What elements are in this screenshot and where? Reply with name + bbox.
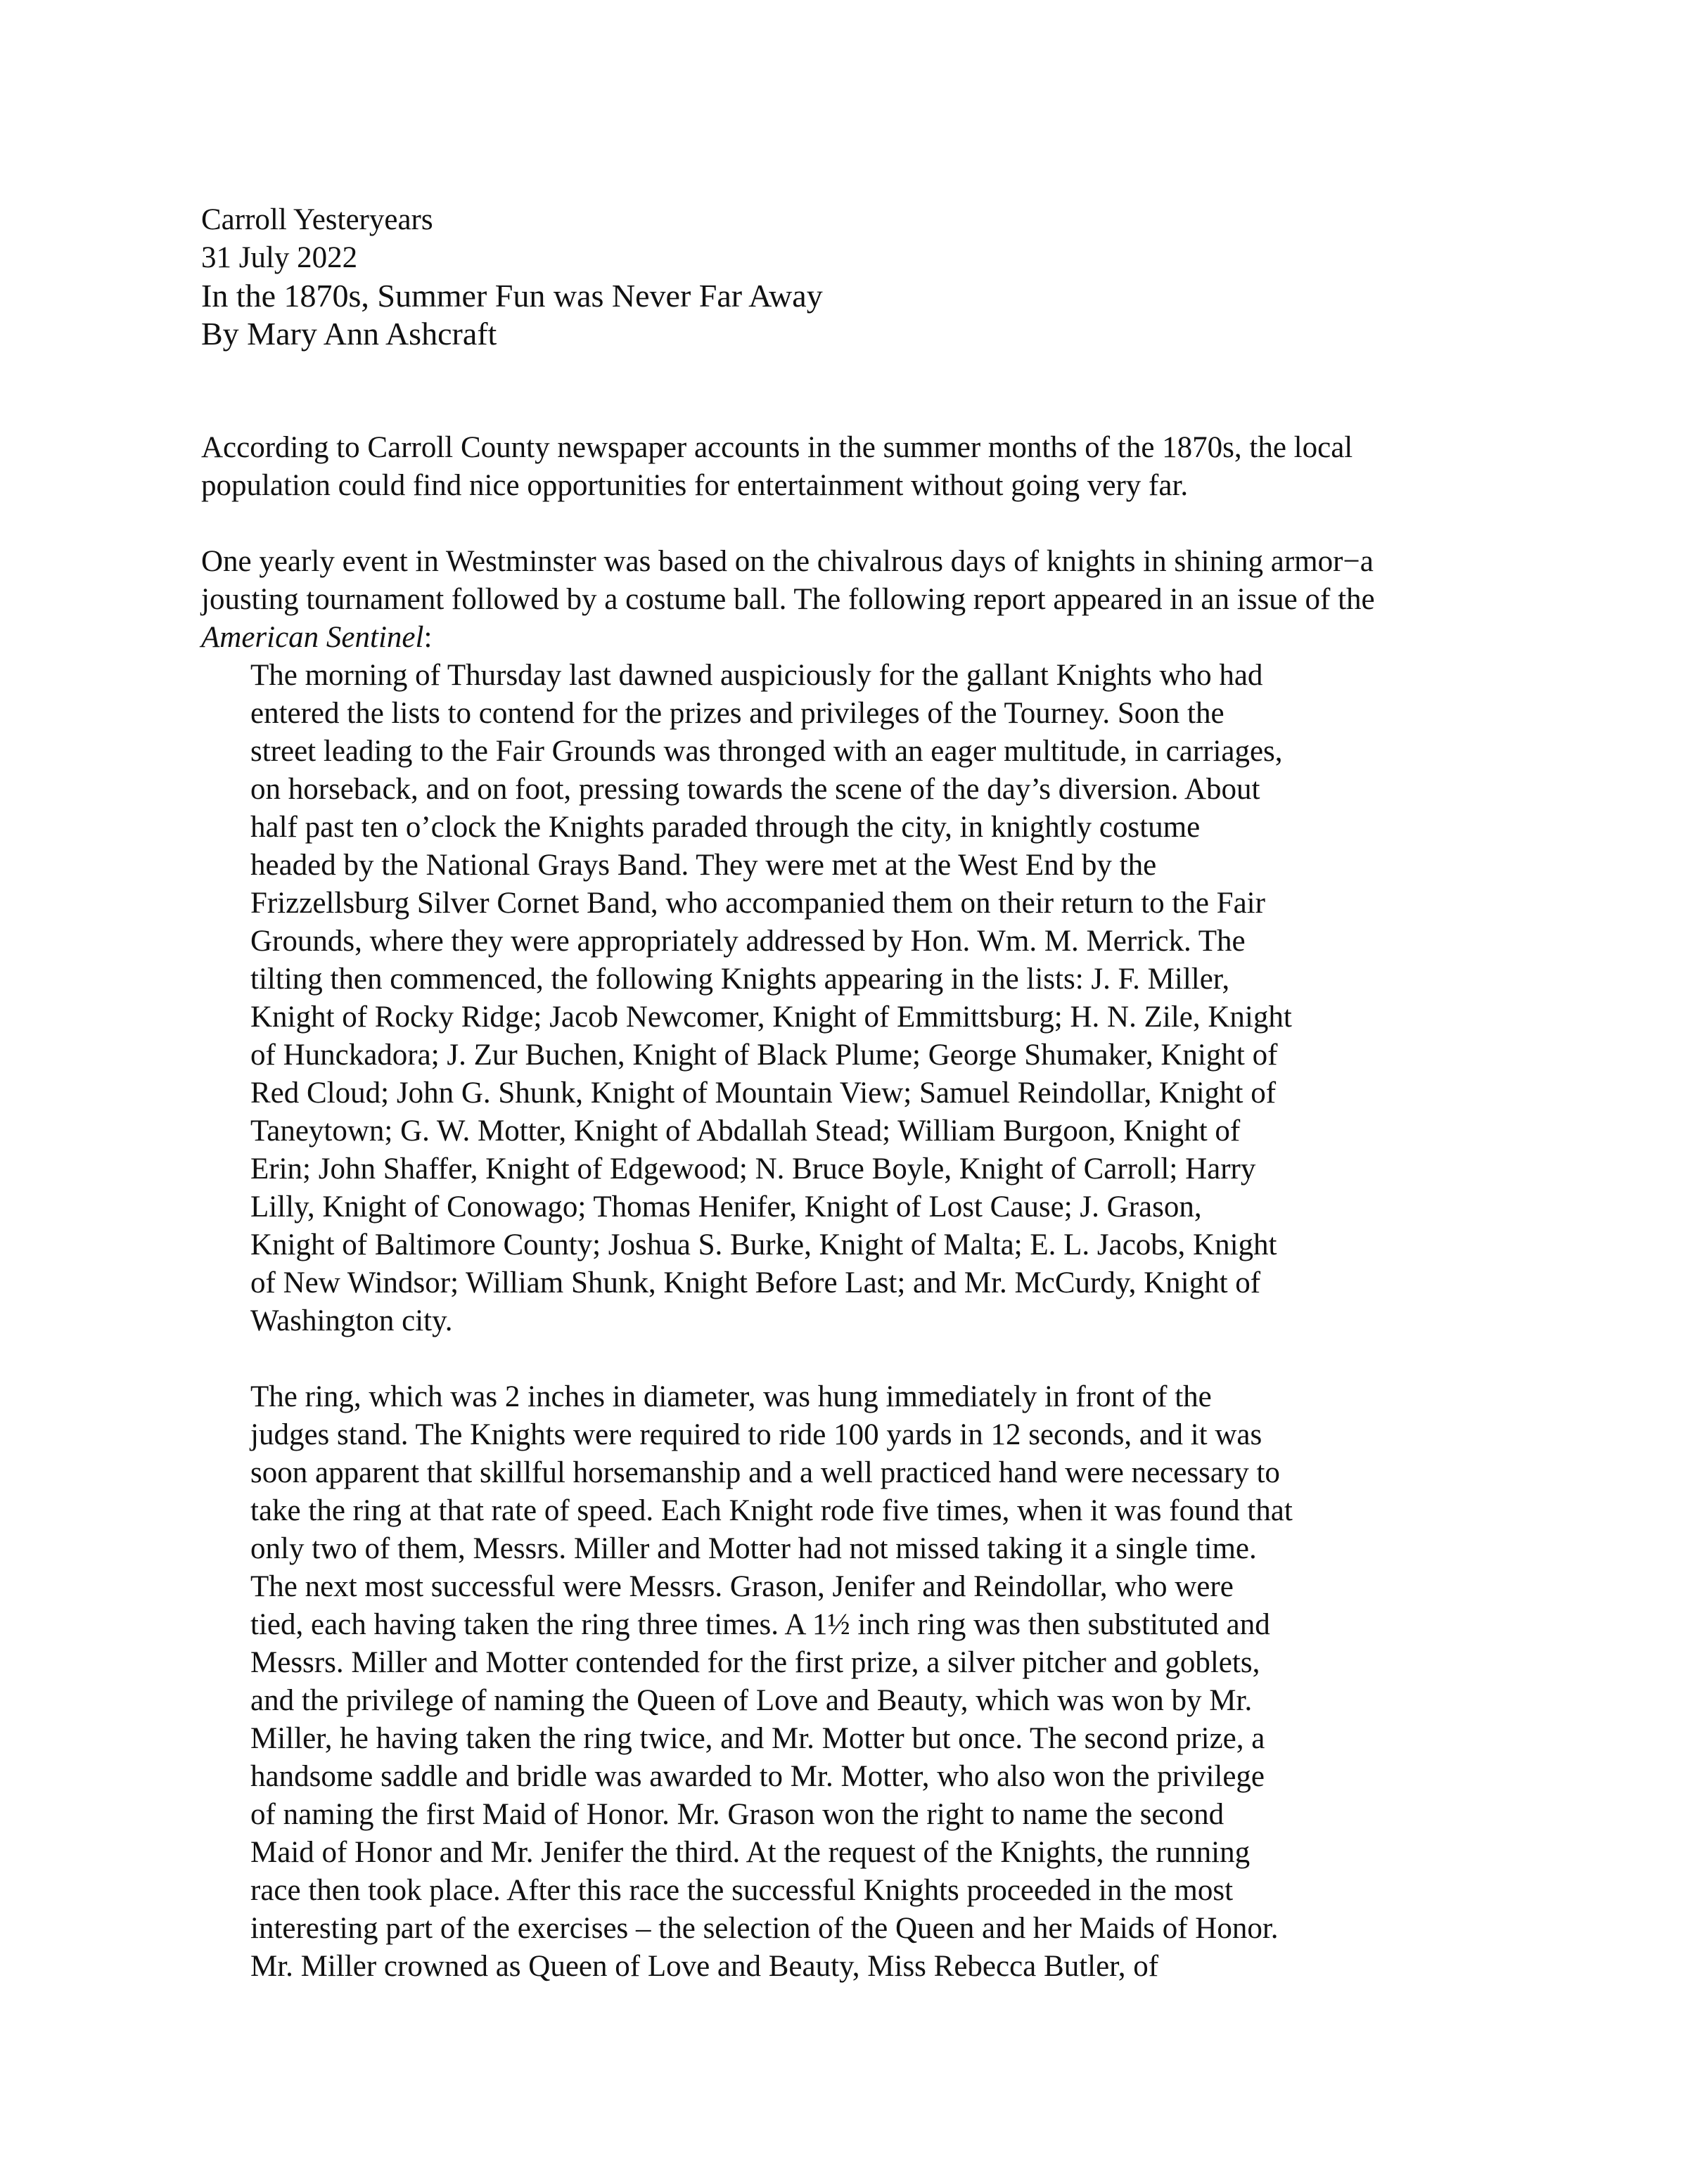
quote-line: Miller, he having taken the ring twice, and Mr. Motter but once. The second prize, a (250, 1722, 1265, 1755)
quote-line: Messrs. Miller and Motter contended for the first prize, a silver pitcher and goblets, (250, 1646, 1260, 1679)
quote-line: The next most successful were Messrs. Grason, Jenifer and Reindollar, who were (250, 1570, 1234, 1603)
publication-date: 31 July 2022 (201, 241, 358, 274)
quote-line: interesting part of the exercises – the selection of the Queen and her Maids of Honor. (250, 1912, 1279, 1945)
quote-line: half past ten o’clock the Knights paraded through the city, in knightly costume (250, 811, 1201, 844)
intro-line: population could find nice opportunities for entertainment without going very far. (201, 469, 1189, 502)
quote-line: and the privilege of naming the Queen of Love and Beauty, which was won by Mr. (250, 1684, 1253, 1717)
quote-line: race then took place. After this race the successful Knights proceeded in the most (250, 1874, 1234, 1907)
article-title: In the 1870s, Summer Fun was Never Far Away (201, 278, 823, 314)
quote-line: judges stand. The Knights were required to ride 100 yards in 12 seconds, and it was (250, 1418, 1262, 1451)
event-line: jousting tournament followed by a costume ball. The following report appeared in an issue of the (201, 583, 1375, 616)
quote-line: on horseback, and on foot, pressing towards the scene of the day’s diversion. About (250, 773, 1260, 806)
quote-line: headed by the National Grays Band. They were met at the West End by the (250, 849, 1157, 882)
quote-line: Grounds, where they were appropriately addressed by Hon. Wm. M. Merrick. The (250, 925, 1246, 958)
intro-line: According to Carroll County newspaper accounts in the summer months of the 1870s, the local (201, 431, 1353, 464)
quote-line: of naming the first Maid of Honor. Mr. Grason won the right to name the second (250, 1798, 1225, 1831)
quote-paragraph-2 (201, 1378, 1537, 1986)
quote-line: soon apparent that skillful horsemanship and a well practiced hand were necessary to (250, 1456, 1280, 1489)
quote-line: of New Windsor; William Shunk, Knight Before Last; and Mr. McCurdy, Knight of (250, 1266, 1261, 1299)
intro-paragraph (201, 429, 1537, 505)
byline: By Mary Ann Ashcraft (201, 316, 497, 352)
source-suffix: : (423, 621, 433, 654)
source-line (201, 619, 1537, 657)
quote-line: Frizzellsburg Silver Cornet Band, who accompanied them on their return to the Fair (250, 887, 1265, 920)
quote-line: only two of them, Messrs. Miller and Motter had not missed taking it a single time. (250, 1532, 1257, 1565)
quote-line: Washington city. (250, 1304, 453, 1337)
quote-line: Lilly, Knight of Conowago; Thomas Henifer, Knight of Lost Cause; J. Grason, (250, 1190, 1202, 1223)
column-name: Carroll Yesteryears (201, 203, 433, 236)
quote-line: Red Cloud; John G. Shunk, Knight of Mountain View; Samuel Reindollar, Knight of (250, 1077, 1277, 1110)
document-page (201, 201, 1537, 1986)
quote-line: entered the lists to contend for the prizes and privileges of the Tourney. Soon the (250, 697, 1225, 730)
newspaper-name: American Sentinel (201, 621, 424, 654)
quote-line: of Hunckadora; J. Zur Buchen, Knight of Black Plume; George Shumaker, Knight of (250, 1039, 1278, 1072)
quote-line: Knight of Baltimore County; Joshua S. Burke, Knight of Malta; E. L. Jacobs, Knight (250, 1228, 1277, 1261)
quote-line: street leading to the Fair Grounds was thronged with an eager multitude, in carriages, (250, 735, 1283, 768)
article-header (201, 201, 1537, 353)
quote-line: Maid of Honor and Mr. Jenifer the third. At the request of the Knights, the running (250, 1836, 1251, 1869)
quote-line: Erin; John Shaffer, Knight of Edgewood; N. Bruce Boyle, Knight of Carroll; Harry (250, 1152, 1256, 1186)
quote-line: Taneytown; G. W. Motter, Knight of Abdallah Stead; William Burgoon, Knight of (250, 1115, 1241, 1148)
event-paragraph (201, 543, 1537, 657)
quote-line: Knight of Rocky Ridge; Jacob Newcomer, Knight of Emmittsburg; H. N. Zile, Knight (250, 1001, 1292, 1034)
quote-line: take the ring at that rate of speed. Each Knight rode five times, when it was found that (250, 1494, 1293, 1527)
quote-line: handsome saddle and bridle was awarded to Mr. Motter, who also won the privilege (250, 1760, 1265, 1793)
quote-paragraph-1 (201, 657, 1537, 1340)
event-line: One yearly event in Westminster was based on the chivalrous days of knights in shining armor−a (201, 545, 1374, 578)
quote-line: The ring, which was 2 inches in diameter, was hung immediately in front of the (250, 1380, 1212, 1413)
quote-line: The morning of Thursday last dawned auspiciously for the gallant Knights who had (250, 659, 1263, 692)
quote-line: tied, each having taken the ring three times. A 1½ inch ring was then substituted and (250, 1608, 1270, 1641)
quote-line: Mr. Miller crowned as Queen of Love and Beauty, Miss Rebecca Butler, of (250, 1950, 1159, 1983)
quote-line: tilting then commenced, the following Knights appearing in the lists: J. F. Miller, (250, 963, 1230, 996)
